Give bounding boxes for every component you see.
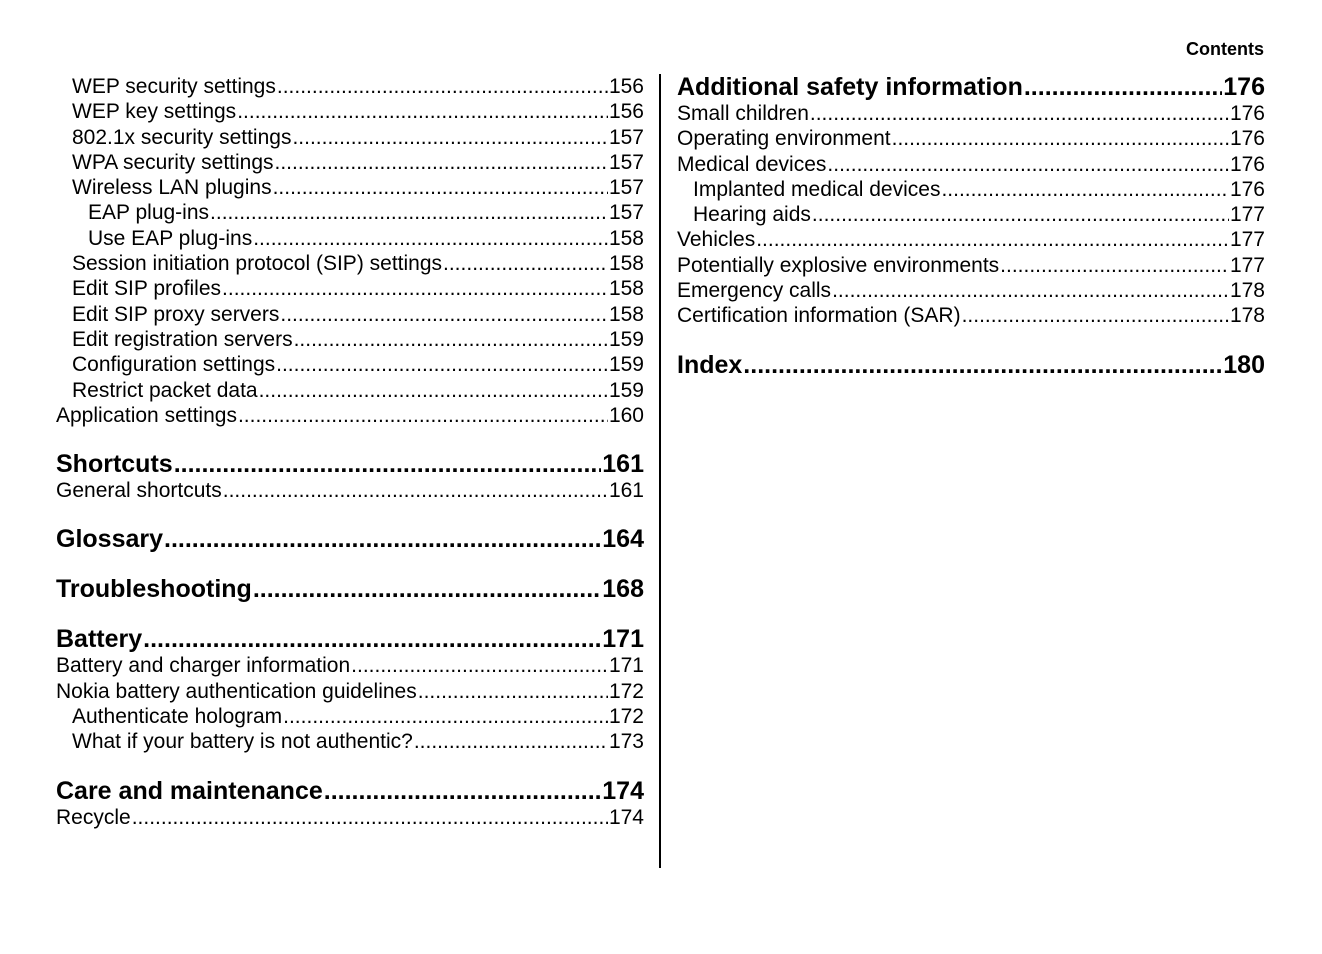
toc-entry[interactable] xyxy=(56,378,644,403)
dot-leader xyxy=(259,378,608,403)
dot-leader xyxy=(164,526,601,553)
dot-leader xyxy=(222,276,608,301)
toc-entry-page-number: 159 xyxy=(608,353,644,377)
dot-leader xyxy=(143,626,601,653)
toc-entry-page-number: 176 xyxy=(1229,177,1265,201)
toc-entry[interactable] xyxy=(56,729,644,754)
dot-leader xyxy=(827,152,1229,177)
toc-entry-page-number: 177 xyxy=(1229,228,1265,252)
toc-entry-label: Edit SIP profiles xyxy=(72,277,222,301)
dot-leader xyxy=(1024,74,1222,101)
toc-entry-label: Recycle xyxy=(56,805,131,829)
dot-leader xyxy=(812,202,1229,227)
toc-section-heading[interactable] xyxy=(56,576,644,603)
dot-leader xyxy=(275,150,608,175)
toc-entry-page-number: 176 xyxy=(1223,73,1265,101)
toc-entry-label: Index xyxy=(677,350,743,379)
dot-leader xyxy=(443,251,608,276)
toc-section-heading[interactable] xyxy=(677,74,1265,101)
dot-leader xyxy=(276,352,608,377)
toc-entry-label: Implanted medical devices xyxy=(693,177,941,201)
toc-entry-label: Authenticate hologram xyxy=(72,705,283,729)
toc-left-column xyxy=(56,74,644,830)
dot-leader xyxy=(292,125,608,150)
toc-entry-page-number: 157 xyxy=(608,150,644,174)
toc-entry-label: Edit registration servers xyxy=(72,327,293,351)
toc-entry-label: Application settings xyxy=(56,403,237,427)
toc-entry[interactable] xyxy=(677,303,1265,328)
toc-entry-label: Certification information (SAR) xyxy=(677,304,961,328)
toc-entry[interactable] xyxy=(56,403,644,428)
toc-entry[interactable] xyxy=(56,150,644,175)
toc-entry[interactable] xyxy=(56,805,644,830)
toc-entry-page-number: 157 xyxy=(608,201,644,225)
toc-entry-page-number: 172 xyxy=(608,705,644,729)
toc-entry-page-number: 177 xyxy=(1229,253,1265,277)
toc-entry-page-number: 157 xyxy=(608,125,644,149)
toc-entry[interactable] xyxy=(56,704,644,729)
toc-entry-page-number: 178 xyxy=(1229,304,1265,328)
toc-entry[interactable] xyxy=(56,302,644,327)
toc-entry-page-number: 158 xyxy=(608,277,644,301)
toc-entry[interactable] xyxy=(56,125,644,150)
dot-leader xyxy=(174,451,602,478)
toc-entry-page-number: 158 xyxy=(608,226,644,250)
dot-leader xyxy=(273,175,608,200)
toc-entry-label: Care and maintenance xyxy=(56,776,323,805)
dot-leader xyxy=(132,805,608,830)
toc-entry-page-number: 161 xyxy=(608,479,644,503)
toc-entry-label: Shortcuts xyxy=(56,450,173,479)
toc-entry-page-number: 176 xyxy=(1229,152,1265,176)
toc-entry-page-number: 172 xyxy=(608,679,644,703)
toc-entry-page-number: 174 xyxy=(608,805,644,829)
toc-right-column xyxy=(677,74,1265,379)
dot-leader xyxy=(280,302,608,327)
toc-entry[interactable] xyxy=(677,126,1265,151)
running-head-title: Contents xyxy=(1186,39,1264,59)
toc-entry-label: Wireless LAN plugins xyxy=(72,176,272,200)
toc-entry-page-number: 161 xyxy=(602,450,644,479)
toc-entry[interactable] xyxy=(56,478,644,503)
dot-leader xyxy=(941,177,1228,202)
toc-entry-label: Use EAP plug-ins xyxy=(88,226,253,250)
toc-entry-label: 802.1x security settings xyxy=(72,125,292,149)
toc-entry-page-number: 157 xyxy=(608,176,644,200)
toc-entry-page-number: 156 xyxy=(608,75,644,98)
toc-entry-page-number: 171 xyxy=(608,654,644,678)
toc-entry-label: Small children xyxy=(677,102,809,125)
toc-entry-label: Glossary xyxy=(56,525,164,554)
toc-entry-page-number: 176 xyxy=(1229,102,1265,125)
toc-entry[interactable] xyxy=(677,202,1265,227)
toc-entry[interactable] xyxy=(56,99,644,124)
column-divider xyxy=(659,74,661,868)
toc-entry[interactable] xyxy=(677,227,1265,252)
toc-entry[interactable] xyxy=(56,276,644,301)
toc-entry-label: Potentially explosive environments xyxy=(677,253,1000,277)
toc-entry-page-number: 159 xyxy=(608,378,644,402)
toc-entry[interactable] xyxy=(677,278,1265,303)
toc-section-heading[interactable] xyxy=(56,778,644,805)
toc-entry-page-number: 177 xyxy=(1229,203,1265,227)
dot-leader xyxy=(1000,253,1229,278)
dot-leader xyxy=(324,778,602,805)
toc-entry[interactable] xyxy=(56,226,644,251)
dot-leader xyxy=(210,200,608,225)
toc-section-heading[interactable] xyxy=(56,526,644,553)
toc-entry-label: General shortcuts xyxy=(56,479,222,503)
dot-leader xyxy=(253,226,608,251)
dot-leader xyxy=(277,74,608,99)
toc-section-heading[interactable] xyxy=(56,626,644,653)
toc-entry-page-number: 180 xyxy=(1223,350,1265,379)
toc-entry-page-number: 158 xyxy=(608,302,644,326)
toc-entry-label: Vehicles xyxy=(677,228,756,252)
toc-entry-label: WEP key settings xyxy=(72,100,237,124)
dot-leader xyxy=(756,227,1229,252)
toc-entry-label: WPA security settings xyxy=(72,150,274,174)
toc-entry-label: Edit SIP proxy servers xyxy=(72,302,280,326)
toc-entry-label: Operating environment xyxy=(677,127,891,151)
toc-entry-label: Additional safety information xyxy=(677,73,1023,101)
dot-leader xyxy=(962,303,1229,328)
toc-entry-page-number: 174 xyxy=(602,776,644,805)
dot-leader xyxy=(418,679,608,704)
toc-entry-label: EAP plug-ins xyxy=(88,201,210,225)
toc-entry-page-number: 168 xyxy=(602,575,644,604)
toc-entry-label: What if your battery is not authentic? xyxy=(72,730,413,754)
dot-leader xyxy=(253,576,601,603)
toc-entry-label: Battery and charger information xyxy=(56,654,351,678)
dot-leader xyxy=(238,403,608,428)
toc-entry-page-number: 176 xyxy=(1229,127,1265,151)
dot-leader xyxy=(351,653,608,678)
toc-entry[interactable] xyxy=(677,177,1265,202)
toc-entry[interactable] xyxy=(677,101,1265,126)
dot-leader xyxy=(283,704,608,729)
toc-entry[interactable] xyxy=(56,74,644,99)
toc-entry-page-number: 158 xyxy=(608,252,644,276)
toc-entry-label: Restrict packet data xyxy=(72,378,258,402)
toc-section-heading[interactable] xyxy=(56,451,644,478)
toc-entry-label: Session initiation protocol (SIP) settings xyxy=(72,252,443,276)
dot-leader xyxy=(892,126,1229,151)
toc-entry[interactable] xyxy=(677,253,1265,278)
toc-entry[interactable] xyxy=(56,175,644,200)
dot-leader xyxy=(414,729,608,754)
toc-entry-page-number: 178 xyxy=(1229,279,1265,303)
dot-leader xyxy=(832,278,1229,303)
toc-entry[interactable] xyxy=(56,653,644,678)
toc-entry[interactable] xyxy=(56,352,644,377)
toc-entry-page-number: 171 xyxy=(602,625,644,654)
toc-entry-label: Nokia battery authentication guidelines xyxy=(56,679,417,703)
toc-section-heading[interactable] xyxy=(677,352,1265,379)
dot-leader xyxy=(294,327,608,352)
toc-entry-page-number: 164 xyxy=(602,525,644,554)
dot-leader xyxy=(743,352,1222,379)
toc-entry-label: Configuration settings xyxy=(72,353,276,377)
dot-leader xyxy=(223,478,608,503)
toc-entry-label: Medical devices xyxy=(677,152,827,176)
toc-entry-page-number: 159 xyxy=(608,327,644,351)
toc-entry[interactable] xyxy=(56,200,644,225)
toc-entry[interactable] xyxy=(56,679,644,704)
toc-entry[interactable] xyxy=(56,327,644,352)
toc-entry-label: Hearing aids xyxy=(693,203,811,227)
toc-entry-label: Troubleshooting xyxy=(56,575,252,604)
toc-entry-label: WEP security settings xyxy=(72,75,276,98)
toc-entry-label: Battery xyxy=(56,625,143,654)
toc-entry-page-number: 156 xyxy=(608,100,644,124)
toc-entry[interactable] xyxy=(56,251,644,276)
toc-entry-label: Emergency calls xyxy=(677,279,832,303)
dot-leader xyxy=(237,99,608,124)
toc-entry[interactable] xyxy=(677,152,1265,177)
toc-entry-page-number: 160 xyxy=(608,403,644,427)
toc-entry-page-number: 173 xyxy=(608,730,644,754)
dot-leader xyxy=(810,101,1229,126)
